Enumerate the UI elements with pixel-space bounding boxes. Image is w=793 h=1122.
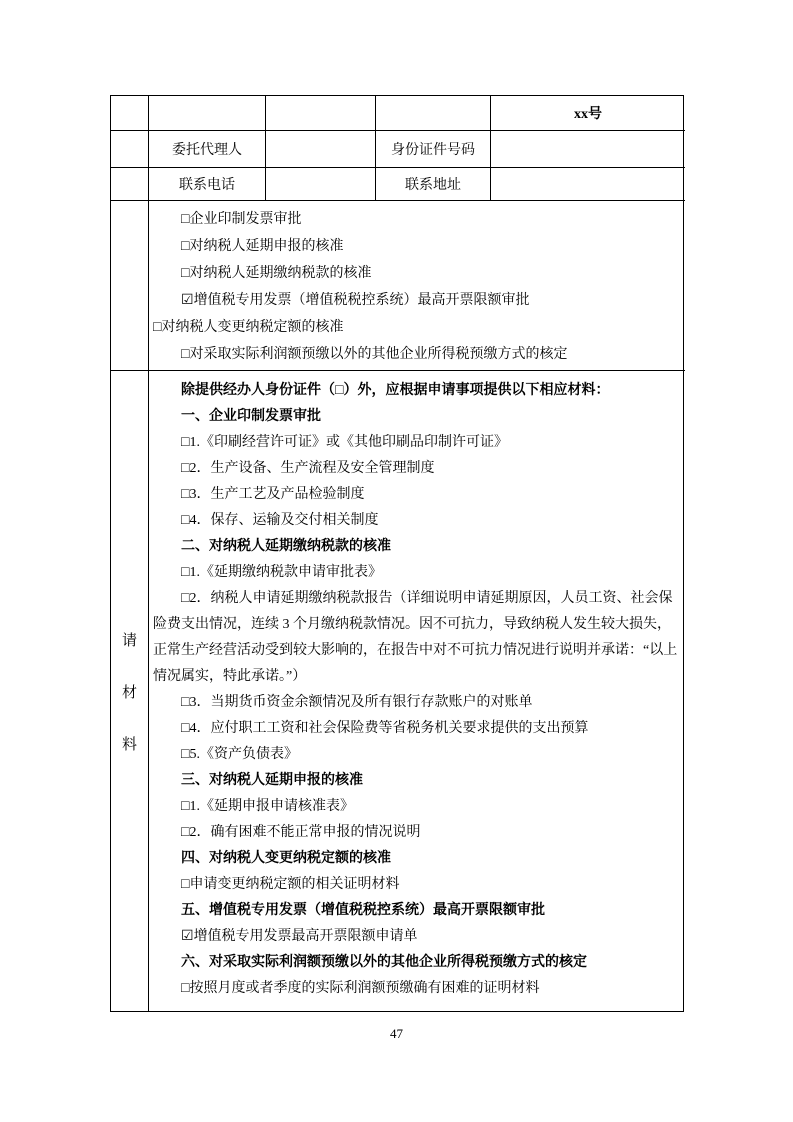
value-contact-address — [491, 168, 685, 201]
material-item-text: 2．确有困难不能正常申报的情况说明 — [189, 825, 421, 840]
cell-empty — [266, 96, 376, 131]
checkbox-icon: □ — [181, 799, 190, 814]
material-heading: 一、企业印制发票审批 — [181, 409, 321, 424]
material-heading: 四、对纳税人变更纳税定额的核准 — [181, 851, 391, 866]
table-row-contact — [111, 168, 683, 201]
cell-empty — [376, 96, 491, 131]
material-item-text: 3．当期货币资金余额情况及所有银行存款账户的对账单 — [189, 695, 533, 710]
table-row-agent — [111, 131, 683, 168]
checkbox-icon: □ — [181, 981, 190, 996]
checkbox-icon: □ — [181, 266, 190, 281]
material-item-text: 申请变更纳税定额的相关证明材料 — [189, 877, 400, 892]
checkbox-checked-icon: ☑ — [181, 929, 194, 944]
checkbox-icon: □ — [181, 825, 190, 840]
value-id-number — [491, 131, 685, 168]
material-heading: 三、对纳税人延期申报的核准 — [181, 773, 363, 788]
table-row-doc-number — [111, 96, 683, 131]
cell-empty — [149, 96, 266, 131]
material-item — [153, 976, 679, 1002]
label-entrusted-agent: 委托代理人 — [149, 131, 266, 168]
approval-item-label: 增值税专用发票（增值税税控系统）最高开票限额审批 — [193, 293, 530, 308]
side-label-char: 材 — [121, 684, 137, 701]
checkbox-icon: □ — [181, 461, 190, 476]
checkbox-icon: □ — [181, 591, 190, 606]
checkbox-icon: □ — [181, 212, 190, 227]
page-number: 47 — [390, 1026, 403, 1041]
approval-item-label: 对纳税人延期申报的核准 — [189, 239, 344, 254]
approval-item — [153, 314, 681, 341]
approval-item — [153, 206, 681, 233]
material-item-text: 5.《资产负债表》 — [189, 747, 298, 762]
checkbox-icon: □ — [181, 239, 190, 254]
label-contact-address: 联系地址 — [376, 168, 491, 201]
checkbox-icon: □ — [181, 747, 190, 762]
material-item — [153, 508, 679, 534]
checkbox-checked-icon: ☑ — [181, 293, 194, 308]
cell-empty — [111, 131, 149, 168]
material-item-text: 2．生产设备、生产流程及安全管理制度 — [189, 461, 435, 476]
cell-empty — [111, 96, 149, 131]
table-row-materials — [111, 371, 683, 1011]
material-heading: 二、对纳税人延期缴纳税款的核准 — [181, 539, 391, 554]
side-label-materials — [111, 371, 149, 1011]
side-label-char: 料 — [121, 736, 137, 753]
checkbox-icon: □ — [181, 721, 190, 736]
material-item-text: 4．保存、运输及交付相关制度 — [189, 513, 379, 528]
value-entrusted-agent — [266, 131, 376, 168]
material-item — [153, 872, 679, 898]
value-contact-phone — [266, 168, 376, 201]
materials-list — [149, 371, 685, 1011]
checkbox-icon: □ — [181, 877, 190, 892]
checkbox-icon: □ — [181, 695, 190, 710]
approval-item — [153, 341, 681, 368]
material-heading: 五、增值税专用发票（增值税税控系统）最高开票限额审批 — [181, 903, 545, 918]
approval-item — [153, 287, 681, 314]
checkbox-icon: □ — [181, 435, 190, 450]
doc-number-cell: xx号 — [491, 96, 685, 131]
checkbox-icon: □ — [181, 347, 190, 362]
approval-item-label: 企业印制发票审批 — [189, 212, 302, 227]
material-item — [153, 690, 679, 716]
approval-item-label: 对纳税人延期缴纳税款的核准 — [189, 266, 372, 281]
material-item-text: 1.《印刷经营许可证》或《其他印刷品印制许可证》 — [189, 435, 508, 450]
approval-item-label: 对采取实际利润额预缴以外的其他企业所得税预缴方式的核定 — [189, 347, 568, 362]
material-item — [153, 586, 679, 690]
material-item-text: 2．纳税人申请延期缴纳税款报告（详细说明申请延期原因，人员工资、社会保险费支出情况，连续 3 个月缴纳税款情况。因不可抗力，导致纳税人发生较大损失，正常生产经营活动受到较大影响的，在报告中对不可抗力情况进行说明并承诺：“以上情况属实，特此承诺。”） — [153, 591, 678, 684]
checkbox-icon: □ — [153, 320, 162, 335]
checkbox-icon: □ — [181, 565, 190, 580]
material-item — [153, 924, 679, 950]
checkbox-icon: □ — [181, 487, 190, 502]
material-item — [153, 716, 679, 742]
approval-item — [153, 260, 681, 287]
material-item — [153, 560, 679, 586]
cell-empty — [111, 168, 149, 201]
material-item — [153, 482, 679, 508]
material-item-text: 1.《延期申报申请核准表》 — [189, 799, 354, 814]
material-heading: 六、对采取实际利润额预缴以外的其他企业所得税预缴方式的核定 — [181, 955, 587, 970]
material-item-text: 3．生产工艺及产品检验制度 — [189, 487, 365, 502]
label-id-number: 身份证件号码 — [376, 131, 491, 168]
materials-intro: 除提供经办人身份证件（□）外，应根据申请事项提供以下相应材料： — [181, 383, 610, 398]
form-table — [110, 95, 684, 1012]
material-item-text: 1.《延期缴纳税款申请审批表》 — [189, 565, 382, 580]
cell-empty — [111, 201, 149, 371]
table-row-approvals — [111, 201, 683, 371]
material-item — [153, 742, 679, 768]
material-item-text: 4．应付职工工资和社会保险费等省税务机关要求提供的支出预算 — [189, 721, 589, 736]
checkbox-icon: □ — [181, 513, 190, 528]
label-contact-phone: 联系电话 — [149, 168, 266, 201]
material-item-text: 按照月度或者季度的实际利润额预缴确有困难的证明材料 — [189, 981, 540, 996]
material-item — [153, 456, 679, 482]
material-item-text: 增值税专用发票最高开票限额申请单 — [193, 929, 418, 944]
approval-item-label: 对纳税人变更纳税定额的核准 — [161, 320, 344, 335]
approval-list — [149, 201, 685, 371]
material-item — [153, 794, 679, 820]
material-item — [153, 430, 679, 456]
material-item — [153, 820, 679, 846]
side-label-char: 请 — [121, 632, 137, 649]
approval-item — [153, 233, 681, 260]
